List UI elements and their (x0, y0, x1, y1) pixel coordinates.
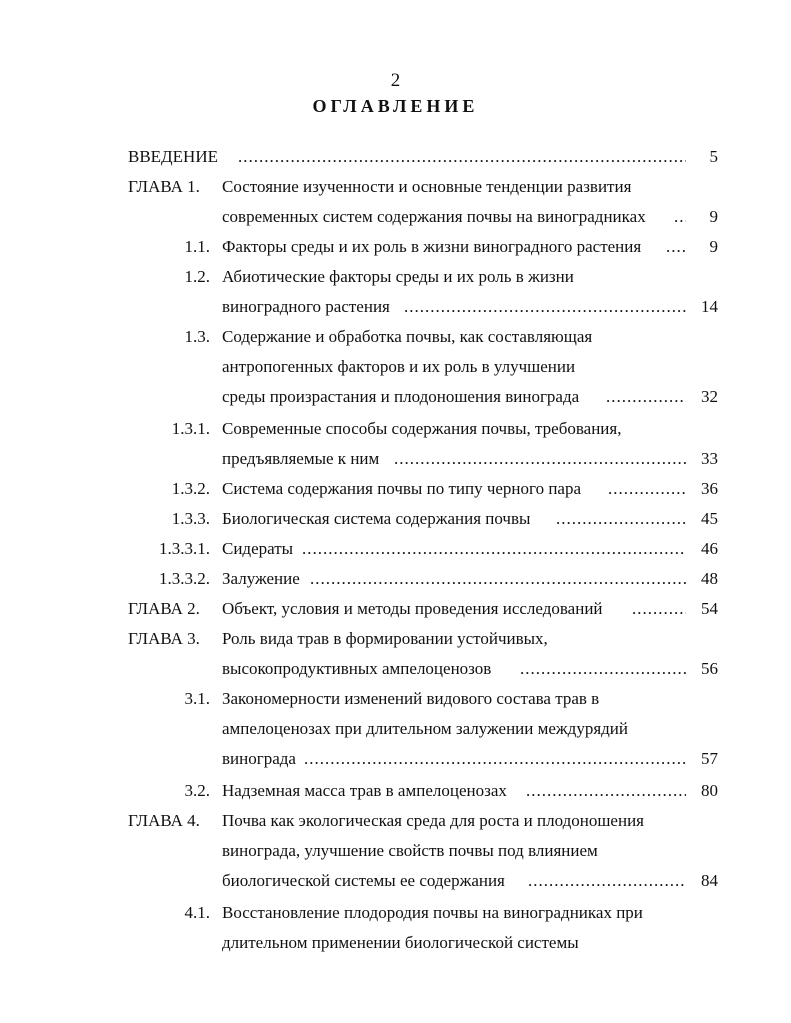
toc-page-ch1: 9 (709, 207, 718, 226)
toc-page-1-3-1: 33 (701, 449, 718, 468)
toc-entry-4-1-line1: Восстановление плодородия почвы на виноградниках при (222, 903, 643, 922)
leader-dots (394, 446, 686, 472)
toc-entry-ch3-line1: Роль вида трав в формировании устойчивых, (222, 629, 548, 648)
toc-num-1-3-2: 1.3.2. (171, 479, 210, 498)
toc-page-ch2: 54 (701, 599, 718, 618)
toc-entry-1-3-3: Биологическая система содержания почвы (222, 509, 531, 528)
leader-dots (526, 778, 686, 804)
toc-entry-1-3-3-2: Залужение (222, 569, 300, 588)
toc-page-1-3-3-1: 46 (701, 539, 718, 558)
toc-page-1-3-2: 36 (701, 479, 718, 498)
leader-dots (520, 656, 686, 682)
toc-entry-1-2-line1: Абиотические факторы среды и их роль в жизни (222, 267, 574, 286)
toc-entry-intro: ВВЕДЕНИЕ (128, 147, 218, 166)
toc-entry-1-3-line2: антропогенных факторов и их роль в улучшении (222, 357, 576, 376)
toc-entry-1-3-3-1: Сидераты (222, 539, 294, 558)
toc-entry-1-3-line3: среды произрастания и плодоношения винограда (222, 387, 580, 406)
toc-num-1-3-3-2: 1.3.3.2. (159, 569, 210, 588)
toc-num-1-3: 1.3. (184, 327, 210, 346)
toc-page-ch3: 56 (701, 659, 718, 678)
toc-num-4-1: 4.1. (184, 903, 210, 922)
toc-num-3-2: 3.2. (184, 781, 210, 800)
toc-page-1-3-3-2: 48 (701, 569, 718, 588)
page-number: 2 (390, 70, 401, 91)
toc-num-ch2: ГЛАВА 2. (128, 599, 200, 618)
toc-num-1-2: 1.2. (184, 267, 210, 286)
toc-entry-3-2: Надземная масса трав в ампелоценозах (222, 781, 507, 800)
leader-dots (304, 746, 686, 772)
toc-entry-3-1-line2: ампелоценозах при длительном залужении междурядий (222, 719, 628, 738)
toc-num-ch1: ГЛАВА 1. (128, 177, 200, 196)
leader-dots (302, 536, 686, 562)
toc-entry-1-3-1-line2: предъявляемые к ним (222, 449, 380, 468)
leader-dots (528, 868, 686, 894)
toc-num-ch4: ГЛАВА 4. (128, 811, 200, 830)
toc-page-intro: 5 (709, 147, 718, 166)
leader-dots (606, 384, 686, 410)
toc-num-1-3-1: 1.3.1. (171, 419, 210, 438)
toc-entry-ch3-line2: высокопродуктивных ампелоценозов (222, 659, 492, 678)
toc-entry-ch1-line1: Состояние изученности и основные тенденции развития (222, 177, 632, 196)
toc-entry-ch1-line2: современных систем содержания почвы на виноградниках (222, 207, 646, 226)
toc-entry-ch2: Объект, условия и методы проведения исследований (222, 599, 603, 618)
leader-dots (238, 144, 686, 170)
toc-entry-3-1-line3: винограда (222, 749, 296, 768)
toc-page-ch4: 84 (701, 871, 718, 890)
toc-page-1-3: 32 (701, 387, 718, 406)
toc-entry-ch4-line2: винограда, улучшение свойств почвы под влиянием (222, 841, 598, 860)
page-title: ОГЛАВЛЕНИЕ (312, 96, 479, 116)
toc-entry-ch4-line1: Почва как экологическая среда для роста и плодоношения (222, 811, 644, 830)
toc-num-1-3-3: 1.3.3. (171, 509, 210, 528)
toc-entry-ch4-line3: биологической системы ее содержания (222, 871, 505, 890)
leader-dots (608, 476, 686, 502)
toc-entry-1-3-2: Система содержания почвы по типу черного пара (222, 479, 582, 498)
toc-num-1-3-3-1: 1.3.3.1. (159, 539, 210, 558)
toc-page-1-2: 14 (701, 297, 718, 316)
toc-entry-1-1: Факторы среды и их роль в жизни виноградного растения (222, 237, 642, 256)
toc-num-1-1: 1.1. (184, 237, 210, 256)
toc-page-1-1: 9 (709, 237, 718, 256)
leader-dots (556, 506, 686, 532)
toc-num-ch3: ГЛАВА 3. (128, 629, 200, 648)
toc-entry-1-2-line2: виноградного растения (222, 297, 390, 316)
toc-entry-1-3-line1: Содержание и обработка почвы, как составляющая (222, 327, 593, 346)
leader-dots (310, 566, 686, 592)
toc-page-1-3-3: 45 (701, 509, 718, 528)
leader-dots (404, 294, 686, 320)
toc-page-3-1: 57 (701, 749, 718, 768)
toc-entry-1-3-1-line1: Современные способы содержания почвы, требования, (222, 419, 622, 438)
toc-entry-3-1-line1: Закономерности изменений видового состава трав в (222, 689, 600, 708)
toc-entry-4-1-line2: длительном применении биологической системы (222, 933, 579, 952)
toc-page-3-2: 80 (701, 781, 718, 800)
toc-num-3-1: 3.1. (184, 689, 210, 708)
